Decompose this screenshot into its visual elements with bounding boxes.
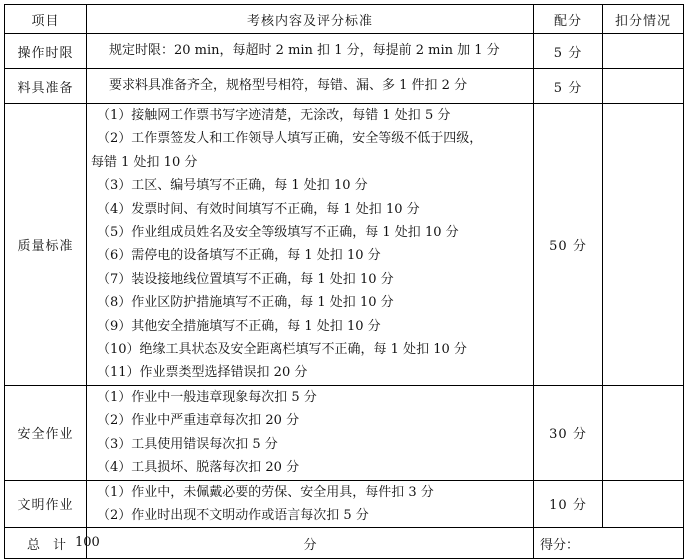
row-civilized [5,480,684,528]
item-cell: 质量标准 [5,104,87,386]
header-deduction: 扣分情况 [603,5,684,34]
content-line: （10）绝缘工具状态及安全距离栏填写不正确，每 1 处扣 10 分 [97,342,467,358]
content-line: 每错 1 处扣 10 分 [91,154,198,170]
row-materials [5,69,684,104]
deduction-cell[interactable] [603,104,684,386]
header-score: 配分 [534,5,603,34]
item-cell: 料具准备 [5,69,87,104]
content-line: （7）装设接地线位置填写不正确，每 1 处扣 10 分 [97,271,394,287]
score-cell: 50 分 [534,104,603,386]
score-cell: 30 分 [534,385,603,480]
content-cell [87,69,534,104]
final-score-field[interactable] [534,528,684,559]
item-cell: 文明作业 [5,480,87,528]
score-cell: 5 分 [534,69,603,104]
row-time-limit [5,34,684,69]
item-cell: 安全作业 [5,385,87,480]
content-line: （2）作业时出现不文明动作或语言每次扣 5 分 [97,507,369,523]
row-quality [5,104,684,386]
scoring-table [4,4,684,559]
deduction-cell[interactable] [603,480,684,528]
content-line: （3）工具使用错误每次扣 5 分 [97,436,278,452]
deduction-cell[interactable] [603,34,684,69]
content-line: （4）工具损坏、脱落每次扣 20 分 [97,460,300,476]
deduction-cell[interactable] [603,69,684,104]
content-line: （5）作业组成员姓名及安全等级填写不正确，每 1 处扣 10 分 [97,225,459,241]
footer-row [5,528,684,559]
content-line: （2）工作票签发人和工作领导人填写正确，安全等级不低于四级， [97,131,483,147]
total-value: 100 [75,535,100,551]
content-line: （8）作业区防护措施填写不正确，每 1 处扣 10 分 [97,295,394,311]
score-cell: 5 分 [534,34,603,69]
content-line: （4）发票时间、有效时间填写不正确，每 1 处扣 10 分 [97,201,420,217]
content-cell [87,385,534,480]
content-line: （2）作业中严重违章每次扣 20 分 [97,413,300,429]
total-cell [5,528,100,559]
header-item: 项目 [5,5,87,34]
content-line: （1）作业中一般违章现象每次扣 5 分 [97,389,317,405]
content-cell [87,34,534,69]
content-line: （11）作业票类型选择错误扣 20 分 [97,365,308,381]
content-line: （9）其他安全措施填写不正确，每 1 处扣 10 分 [97,318,381,334]
header-row [5,5,684,34]
total-unit: 分 [87,528,534,559]
content-line: （1）接触网工作票书写字迹清楚，无涂改，每错 1 处扣 5 分 [97,108,451,123]
item-cell: 操作时限 [5,34,87,69]
header-content: 考核内容及评分标准 [87,5,534,34]
deduction-cell[interactable] [603,385,684,480]
content-line: （1）作业中，未佩戴必要的劳保、安全用具，每件扣 3 分 [97,484,434,500]
content-line: 要求料具准备齐全，规格型号相符，每错、漏、多 1 件扣 2 分 [109,78,468,93]
content-line: （3）工区、编号填写不正确，每 1 处扣 10 分 [97,178,368,194]
final-score-label: 得分： [540,537,580,553]
row-safety [5,385,684,480]
content-cell [87,480,534,528]
content-cell [87,104,534,386]
content-line: 规定时限：20 min，每超时 2 min 扣 1 分，每提前 2 min 加 1 分 [109,43,500,58]
score-cell: 10 分 [534,480,603,528]
content-line: （6）需停电的设备填写不正确，每 1 处扣 10 分 [97,248,381,264]
total-label: 总 计 [27,537,67,553]
